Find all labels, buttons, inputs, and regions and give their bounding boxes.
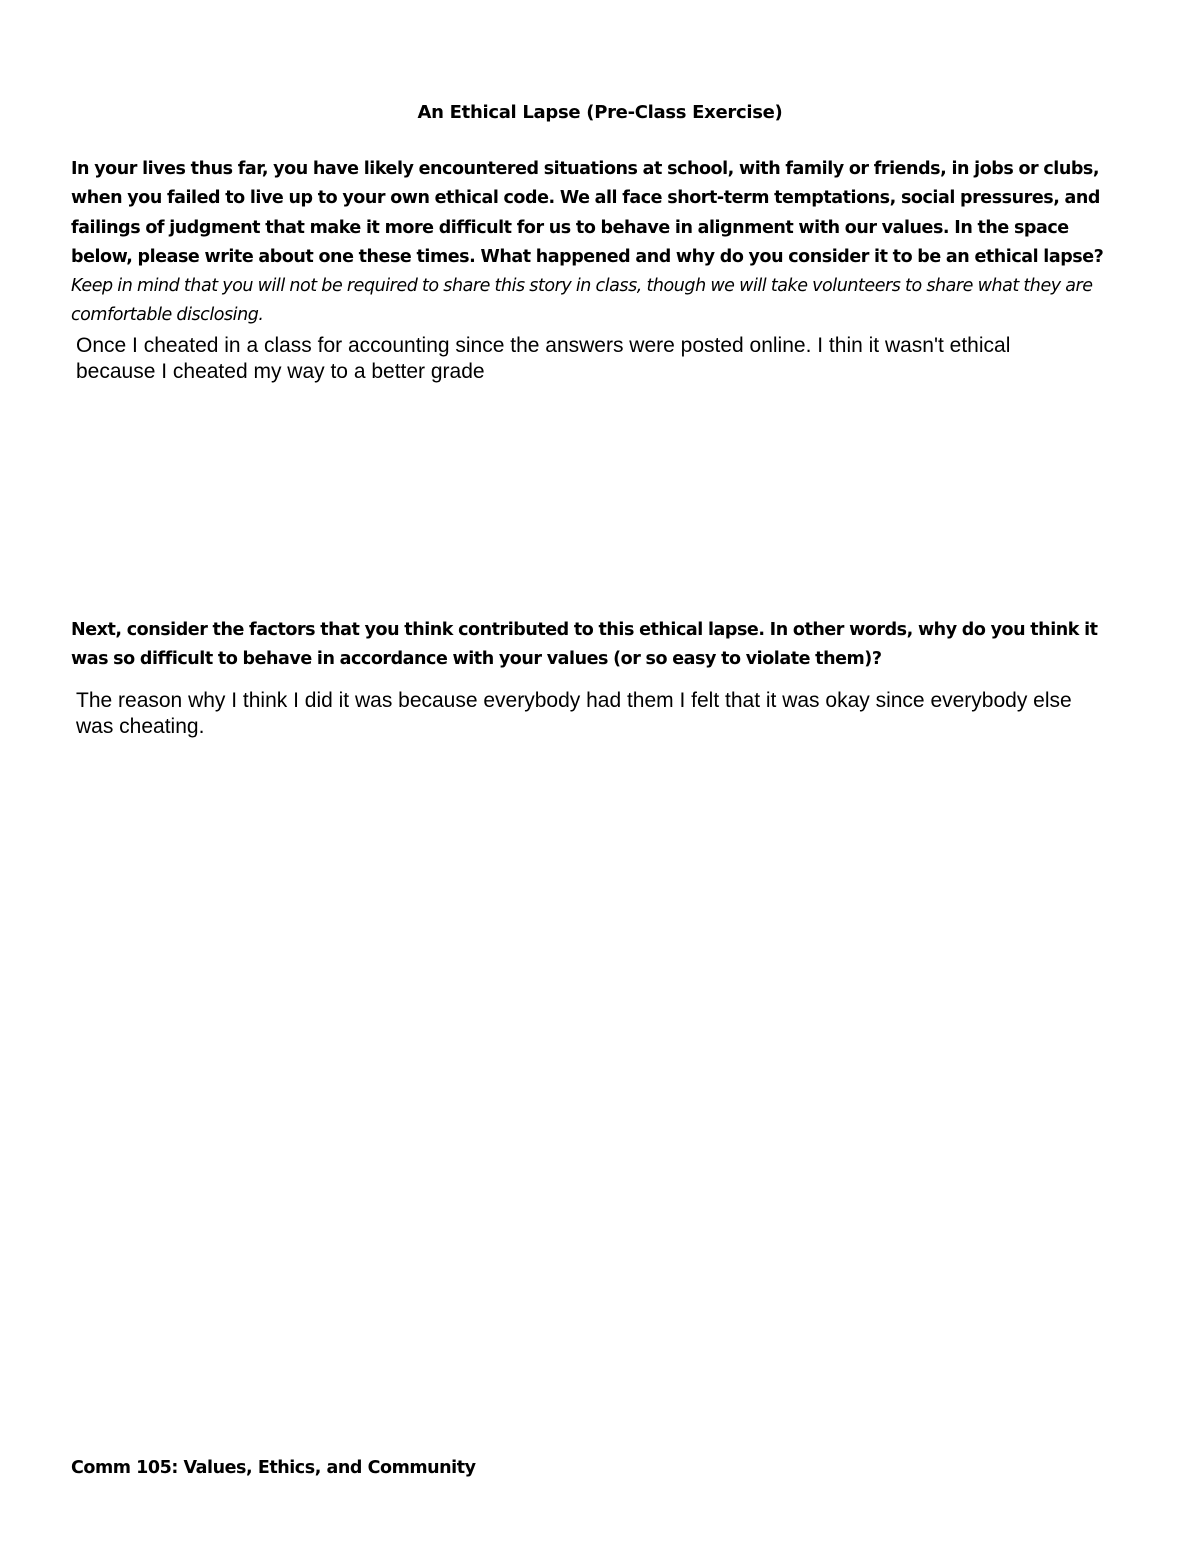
question-1-prompt xyxy=(71,155,1133,331)
question-2-prompt: Next, consider the factors that you think contributed to this ethical lapse. In other words, why do you think it was so difficult to behave in accordance with your values (or so easy to violate them)? xyxy=(71,620,1098,670)
question-1-prompt-text: In your lives thus far, you have likely encountered situations at school, with family or friends, in jobs or clubs, when you failed to live up to your own ethical code. We all face short-term temptations, social pressures, and failings of judgment that make it more difficult for us to behave in alignment with our values. In the space below, please write about one these times. What happened and why do you consider it to be an ethical lapse? xyxy=(71,159,1104,267)
question-1-answer[interactable]: Once I cheated in a class for accounting since the answers were posted online. I thin it wasn't ethical because I cheated my way to a better grade xyxy=(76,334,1011,383)
course-footer: Comm 105: Values, Ethics, and Community xyxy=(71,1458,476,1478)
question-2-answer[interactable]: The reason why I think I did it was because everybody had them I felt that it was okay since everybody else was cheating. xyxy=(76,689,1072,738)
question-1-note: Keep in mind that you will not be required to share this story in class, though we will take volunteers to share what they are comfortable disclosing. xyxy=(71,276,1093,326)
document-title: An Ethical Lapse (Pre-Class Exercise) xyxy=(417,102,783,123)
